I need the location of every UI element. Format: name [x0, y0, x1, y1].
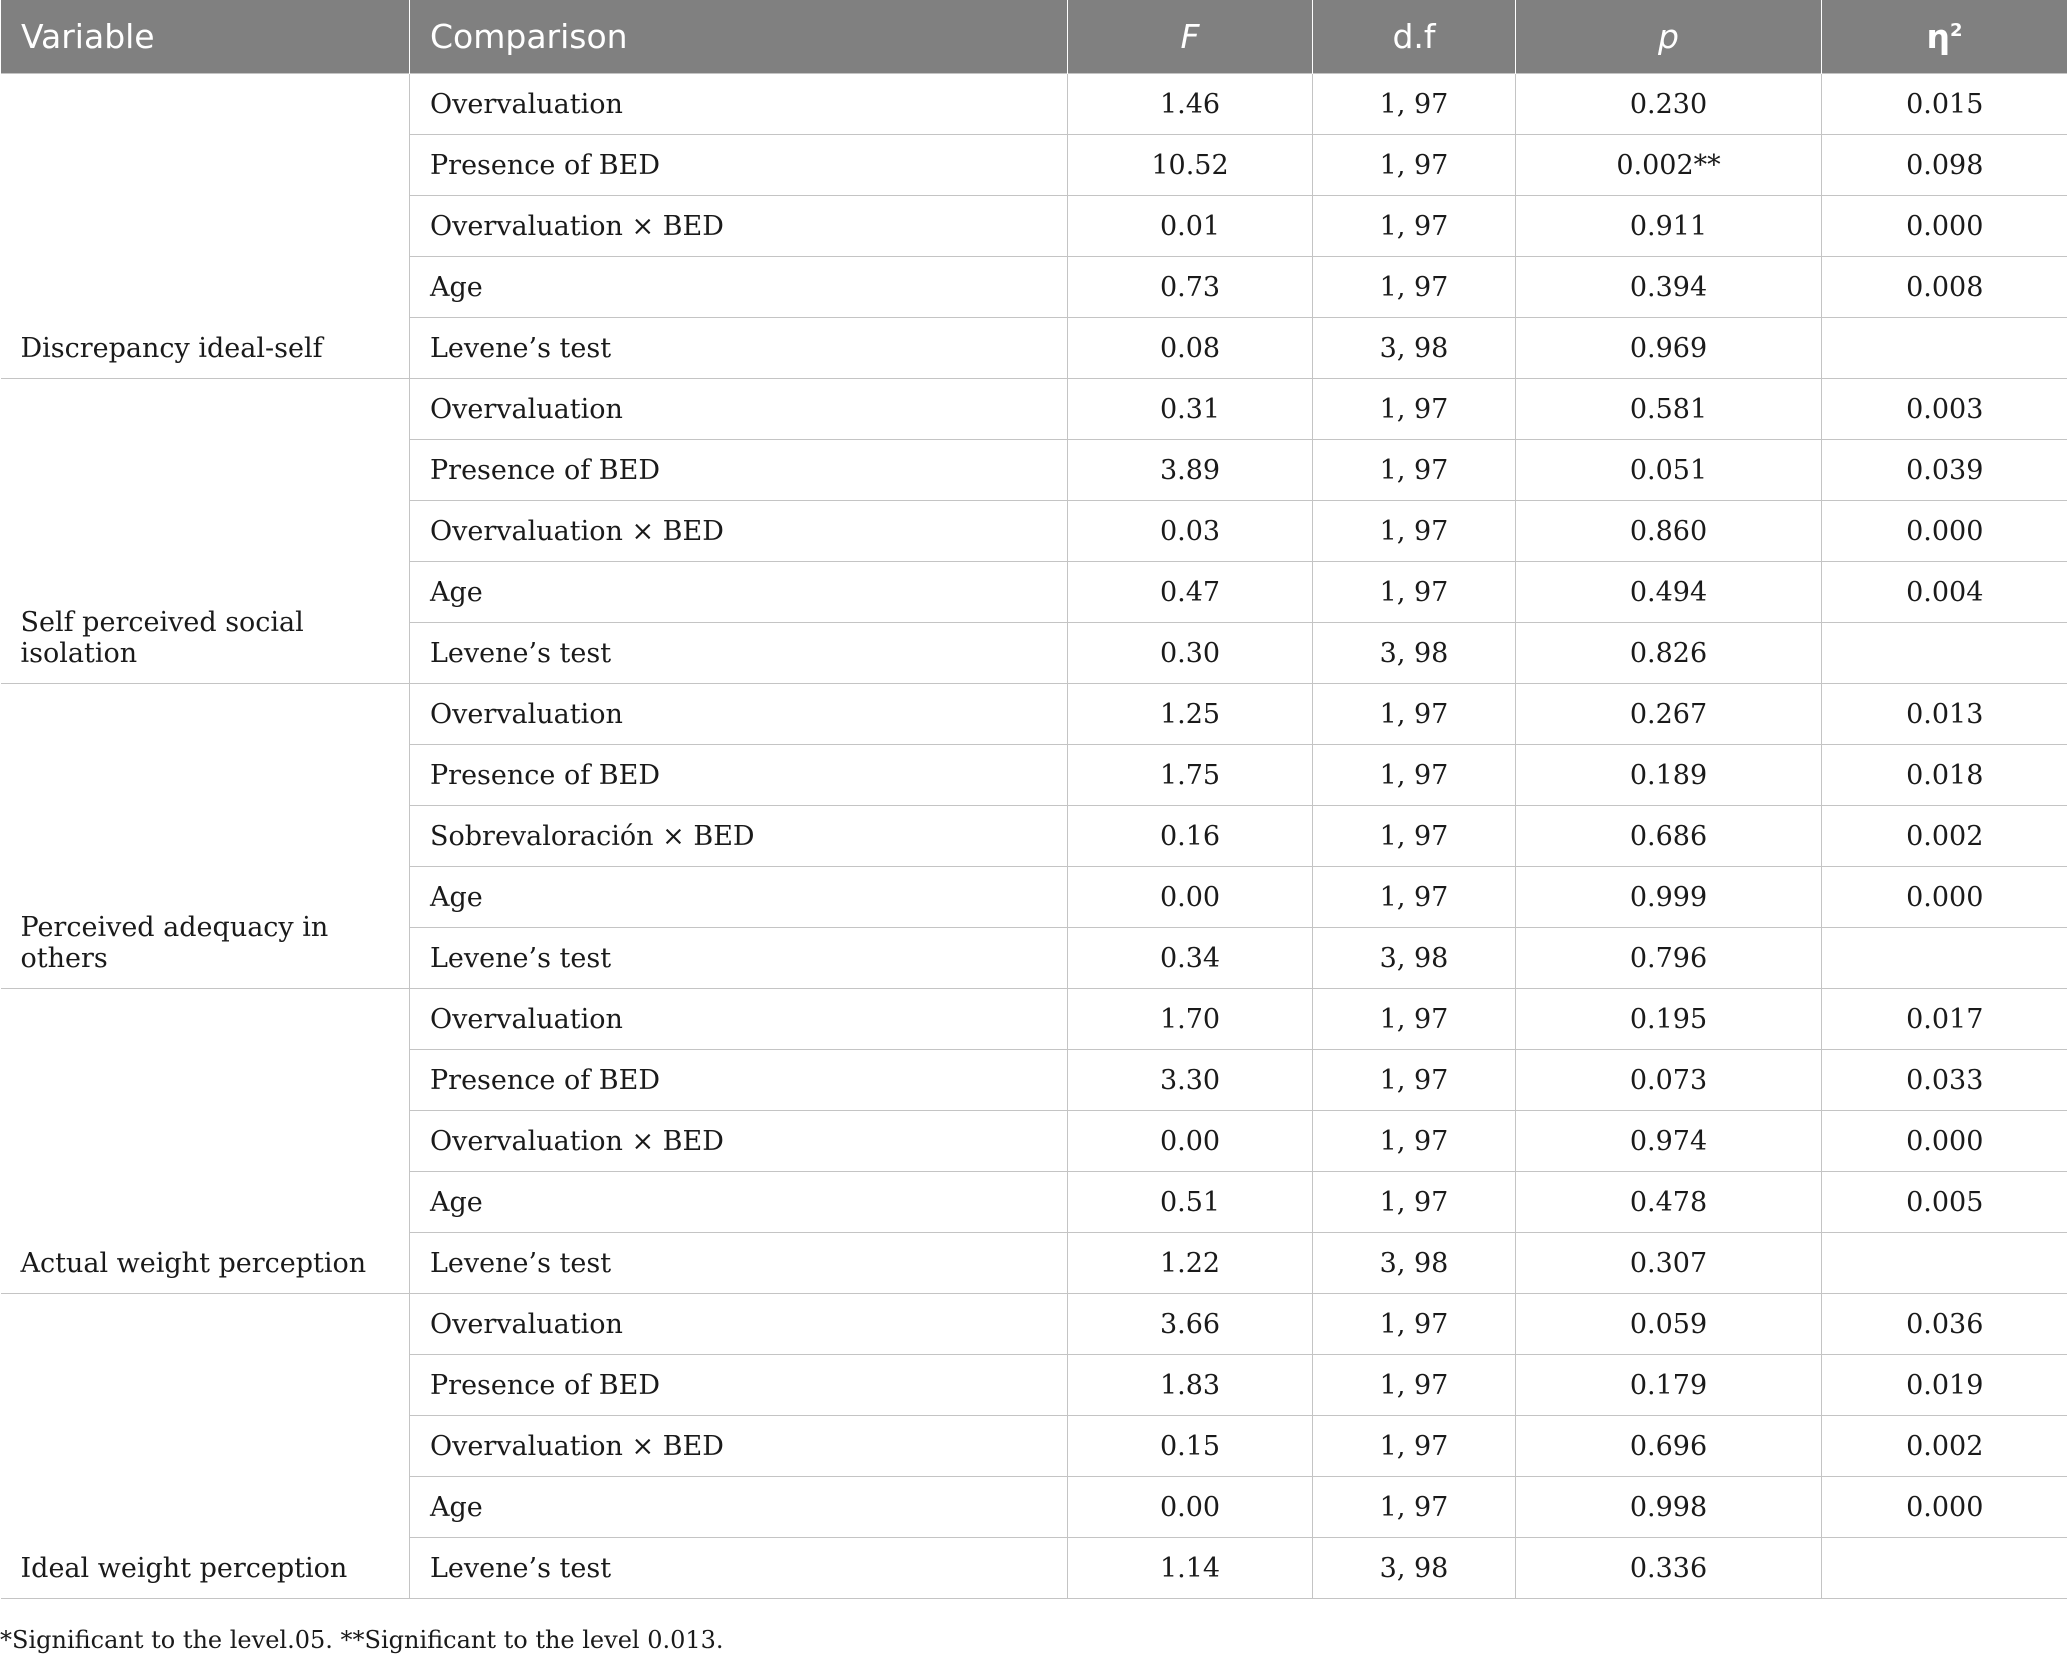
table-row — [1, 1294, 2067, 1355]
comparison-cell: Overvaluation — [410, 379, 1068, 440]
df-cell: 3, 98 — [1313, 928, 1516, 989]
p-cell: 0.051 — [1516, 440, 1822, 501]
df-cell: 3, 98 — [1313, 623, 1516, 684]
f-cell: 0.15 — [1068, 1416, 1313, 1477]
df-cell: 1, 97 — [1313, 989, 1516, 1050]
f-cell: 1.83 — [1068, 1355, 1313, 1416]
eta-cell: 0.002 — [1822, 1416, 2067, 1477]
df-cell: 1, 97 — [1313, 1416, 1516, 1477]
variable-cell: Actual weight perception — [1, 989, 410, 1294]
p-cell: 0.998 — [1516, 1477, 1822, 1538]
df-cell: 3, 98 — [1313, 1233, 1516, 1294]
comparison-cell: Levene’s test — [410, 1233, 1068, 1294]
header-p: p — [1516, 0, 1822, 74]
eta-cell — [1822, 928, 2067, 989]
f-cell: 3.66 — [1068, 1294, 1313, 1355]
f-cell: 0.03 — [1068, 501, 1313, 562]
eta-cell: 0.000 — [1822, 501, 2067, 562]
comparison-cell: Overvaluation — [410, 684, 1068, 745]
p-cell: 0.394 — [1516, 257, 1822, 318]
p-cell: 0.195 — [1516, 989, 1822, 1050]
comparison-cell: Presence of BED — [410, 1050, 1068, 1111]
header-eta-squared — [1822, 0, 2067, 74]
comparison-cell: Levene’s test — [410, 318, 1068, 379]
eta-cell: 0.000 — [1822, 1111, 2067, 1172]
df-cell: 1, 97 — [1313, 806, 1516, 867]
p-cell: 0.307 — [1516, 1233, 1822, 1294]
eta-cell: 0.017 — [1822, 989, 2067, 1050]
df-cell: 1, 97 — [1313, 684, 1516, 745]
header-eta: η — [1926, 17, 1950, 56]
p-cell: 0.860 — [1516, 501, 1822, 562]
p-cell: 0.696 — [1516, 1416, 1822, 1477]
comparison-cell: Age — [410, 1172, 1068, 1233]
f-cell: 0.34 — [1068, 928, 1313, 989]
df-cell: 1, 97 — [1313, 1355, 1516, 1416]
df-cell: 1, 97 — [1313, 867, 1516, 928]
p-cell: 0.267 — [1516, 684, 1822, 745]
f-cell: 0.30 — [1068, 623, 1313, 684]
df-cell: 3, 98 — [1313, 1538, 1516, 1599]
table-body — [1, 74, 2067, 1599]
df-cell: 1, 97 — [1313, 1477, 1516, 1538]
header-f: F — [1068, 0, 1313, 74]
table-row — [1, 74, 2067, 135]
p-cell: 0.974 — [1516, 1111, 1822, 1172]
df-cell: 1, 97 — [1313, 135, 1516, 196]
table-row — [1, 684, 2067, 745]
p-cell: 0.478 — [1516, 1172, 1822, 1233]
eta-cell: 0.000 — [1822, 1477, 2067, 1538]
comparison-cell: Levene’s test — [410, 928, 1068, 989]
header-comparison: Comparison — [410, 0, 1068, 74]
df-cell: 1, 97 — [1313, 196, 1516, 257]
variable-cell: Self perceived social isolation — [1, 379, 410, 684]
eta-cell: 0.013 — [1822, 684, 2067, 745]
p-cell: 0.073 — [1516, 1050, 1822, 1111]
eta-cell: 0.018 — [1822, 745, 2067, 806]
header-row — [1, 0, 2067, 74]
f-cell: 1.70 — [1068, 989, 1313, 1050]
table-footnote: *Significant to the level.05. **Significant to the level 0.013. — [0, 1626, 724, 1654]
f-cell: 0.08 — [1068, 318, 1313, 379]
comparison-cell: Overvaluation × BED — [410, 1416, 1068, 1477]
eta-cell: 0.036 — [1822, 1294, 2067, 1355]
eta-cell — [1822, 623, 2067, 684]
comparison-cell: Sobrevaloración × BED — [410, 806, 1068, 867]
comparison-cell: Overvaluation × BED — [410, 196, 1068, 257]
table-row — [1, 379, 2067, 440]
comparison-cell: Overvaluation × BED — [410, 1111, 1068, 1172]
eta-cell: 0.098 — [1822, 135, 2067, 196]
df-cell: 1, 97 — [1313, 562, 1516, 623]
comparison-cell: Age — [410, 1477, 1068, 1538]
f-cell: 0.47 — [1068, 562, 1313, 623]
p-cell: 0.189 — [1516, 745, 1822, 806]
f-cell: 0.00 — [1068, 1111, 1313, 1172]
f-cell: 0.00 — [1068, 867, 1313, 928]
comparison-cell: Overvaluation — [410, 1294, 1068, 1355]
eta-cell: 0.015 — [1822, 74, 2067, 135]
df-cell: 1, 97 — [1313, 379, 1516, 440]
p-cell: 0.999 — [1516, 867, 1822, 928]
eta-cell: 0.033 — [1822, 1050, 2067, 1111]
p-cell: 0.826 — [1516, 623, 1822, 684]
f-cell: 0.00 — [1068, 1477, 1313, 1538]
eta-cell — [1822, 1233, 2067, 1294]
comparison-cell: Age — [410, 257, 1068, 318]
eta-cell: 0.019 — [1822, 1355, 2067, 1416]
header-variable: Variable — [1, 0, 410, 74]
comparison-cell: Overvaluation — [410, 989, 1068, 1050]
eta-cell: 0.039 — [1822, 440, 2067, 501]
comparison-cell: Overvaluation × BED — [410, 501, 1068, 562]
df-cell: 1, 97 — [1313, 1111, 1516, 1172]
df-cell: 1, 97 — [1313, 1172, 1516, 1233]
comparison-cell: Overvaluation — [410, 74, 1068, 135]
f-cell: 3.30 — [1068, 1050, 1313, 1111]
p-cell: 0.911 — [1516, 196, 1822, 257]
p-cell: 0.796 — [1516, 928, 1822, 989]
eta-cell — [1822, 1538, 2067, 1599]
p-cell: 0.336 — [1516, 1538, 1822, 1599]
eta-cell: 0.000 — [1822, 867, 2067, 928]
comparison-cell: Age — [410, 867, 1068, 928]
f-cell: 1.75 — [1068, 745, 1313, 806]
p-cell: 0.002** — [1516, 135, 1822, 196]
header-df: d.f — [1313, 0, 1516, 74]
p-cell: 0.179 — [1516, 1355, 1822, 1416]
comparison-cell: Levene’s test — [410, 1538, 1068, 1599]
comparison-cell: Presence of BED — [410, 440, 1068, 501]
df-cell: 1, 97 — [1313, 74, 1516, 135]
df-cell: 3, 98 — [1313, 318, 1516, 379]
eta-cell: 0.000 — [1822, 196, 2067, 257]
f-cell: 0.73 — [1068, 257, 1313, 318]
p-cell: 0.494 — [1516, 562, 1822, 623]
df-cell: 1, 97 — [1313, 257, 1516, 318]
variable-cell: Ideal weight perception — [1, 1294, 410, 1599]
df-cell: 1, 97 — [1313, 440, 1516, 501]
comparison-cell: Presence of BED — [410, 1355, 1068, 1416]
f-cell: 3.89 — [1068, 440, 1313, 501]
variable-cell: Perceived adequacy in others — [1, 684, 410, 989]
comparison-cell: Presence of BED — [410, 135, 1068, 196]
df-cell: 1, 97 — [1313, 1294, 1516, 1355]
f-cell: 1.46 — [1068, 74, 1313, 135]
f-cell: 0.16 — [1068, 806, 1313, 867]
variable-cell: Discrepancy ideal-self — [1, 74, 410, 379]
f-cell: 0.01 — [1068, 196, 1313, 257]
eta-cell: 0.002 — [1822, 806, 2067, 867]
df-cell: 1, 97 — [1313, 501, 1516, 562]
eta-cell — [1822, 318, 2067, 379]
eta-cell: 0.004 — [1822, 562, 2067, 623]
f-cell: 1.25 — [1068, 684, 1313, 745]
eta-cell: 0.005 — [1822, 1172, 2067, 1233]
df-cell: 1, 97 — [1313, 745, 1516, 806]
eta-cell: 0.003 — [1822, 379, 2067, 440]
comparison-cell: Levene’s test — [410, 623, 1068, 684]
df-cell: 1, 97 — [1313, 1050, 1516, 1111]
f-cell: 0.51 — [1068, 1172, 1313, 1233]
p-cell: 0.969 — [1516, 318, 1822, 379]
p-cell: 0.230 — [1516, 74, 1822, 135]
p-cell: 0.686 — [1516, 806, 1822, 867]
p-cell: 0.059 — [1516, 1294, 1822, 1355]
f-cell: 1.22 — [1068, 1233, 1313, 1294]
f-cell: 1.14 — [1068, 1538, 1313, 1599]
f-cell: 10.52 — [1068, 135, 1313, 196]
p-cell: 0.581 — [1516, 379, 1822, 440]
f-cell: 0.31 — [1068, 379, 1313, 440]
comparison-cell: Age — [410, 562, 1068, 623]
header-eta-superscript: 2 — [1949, 20, 1963, 41]
comparison-cell: Presence of BED — [410, 745, 1068, 806]
table-row — [1, 989, 2067, 1050]
eta-cell: 0.008 — [1822, 257, 2067, 318]
